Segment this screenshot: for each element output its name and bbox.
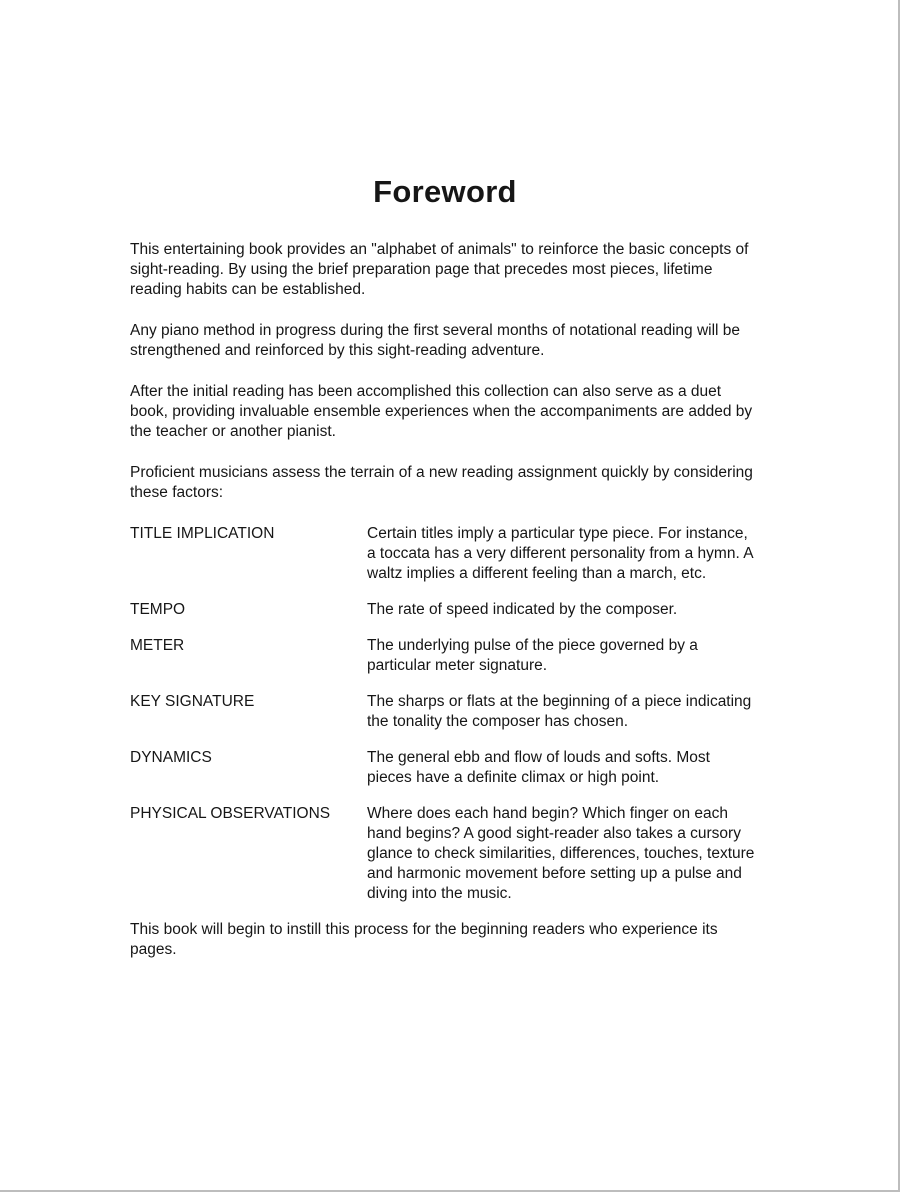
factors-intro-paragraph: Proficient musicians assess the terrain of a new reading assignment quickly by considering these factors: (130, 464, 753, 501)
factor-description: The rate of speed indicated by the composer. (367, 601, 678, 618)
factor-row-dynamics (130, 748, 760, 788)
factor-row-tempo (130, 600, 760, 620)
factor-row-meter (130, 636, 760, 676)
intro-paragraph: This entertaining book provides an "alphabet of animals" to reinforce the basic concepts of sight-reading. By using the brief preparation page that precedes most pieces, lifetime reading habits can be established. (130, 241, 749, 298)
factor-description: The general ebb and flow of louds and softs. Most pieces have a definite climax or high point. (367, 749, 710, 786)
closing-paragraph: This book will begin to instill this process for the beginning readers who experience its pages. (130, 921, 718, 958)
method-paragraph: Any piano method in progress during the first several months of notational reading will be strengthened and reinforced by this sight-reading adventure. (130, 322, 741, 359)
factor-term: KEY SIGNATURE (130, 693, 255, 710)
factor-description: The sharps or flats at the beginning of a piece indicating the tonality the composer has chosen. (367, 693, 752, 730)
factor-row-key-signature (130, 692, 760, 732)
duet-paragraph: After the initial reading has been accomplished this collection can also serve as a duet book, providing invaluable ensemble experiences when the accompaniments are added by the teacher or another pianist. (130, 383, 753, 440)
factors-list (130, 524, 760, 904)
factor-term: TITLE IMPLICATION (130, 525, 275, 542)
foreword-page (130, 172, 760, 981)
factor-term: PHYSICAL OBSERVATIONS (130, 805, 331, 822)
factor-description: The underlying pulse of the piece governed by a particular meter signature. (367, 637, 698, 674)
factor-description: Certain titles imply a particular type piece. For instance, a toccata has a very different personality from a hymn. A waltz implies a different feeling than a march, etc. (367, 525, 753, 582)
factor-row-physical-observations (130, 804, 760, 904)
factor-term: METER (130, 637, 185, 654)
factor-description: Where does each hand begin? Which finger on each hand begins? A good sight-reader also takes a cursory glance to check similarities, differences, touches, texture and harmonic movement before setting up a pulse and diving into the music. (367, 805, 755, 902)
factor-term: DYNAMICS (130, 749, 212, 766)
page-title: Foreword (373, 174, 517, 209)
factor-term: TEMPO (130, 601, 186, 618)
factor-row-title-implication (130, 524, 760, 584)
